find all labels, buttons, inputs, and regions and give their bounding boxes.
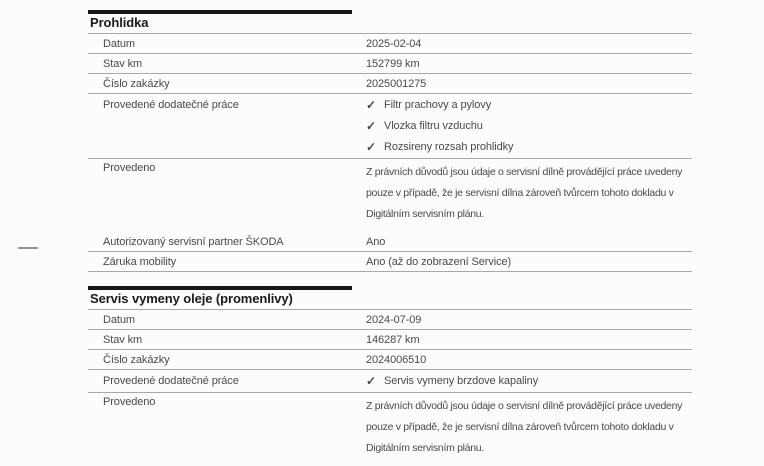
row-value: Ano (až do zobrazení Service) bbox=[366, 256, 512, 268]
row-label: Provedené dodatečné práce bbox=[103, 375, 239, 387]
section-title: Servis vymeny oleje (promenlivy) bbox=[88, 292, 692, 310]
row-value: 2024006510 bbox=[366, 354, 427, 366]
check-icon: ✓ bbox=[366, 119, 376, 133]
checklist-item bbox=[366, 375, 692, 387]
row-value bbox=[366, 162, 692, 225]
row-value: 2025001275 bbox=[366, 78, 427, 90]
row-value: Ano bbox=[366, 236, 386, 248]
section-top-bar bbox=[88, 10, 352, 14]
row-label: Provedeno bbox=[103, 396, 156, 408]
record-row bbox=[88, 252, 692, 272]
record-section bbox=[88, 286, 692, 466]
check-icon: ✓ bbox=[366, 374, 376, 388]
page-fold-mark bbox=[18, 247, 38, 249]
record-section bbox=[88, 10, 692, 272]
record-row bbox=[88, 159, 692, 228]
row-label: Datum bbox=[103, 38, 135, 50]
record-row bbox=[88, 74, 692, 94]
record-row bbox=[88, 310, 692, 330]
row-label: Číslo zakázky bbox=[103, 78, 170, 90]
record-row bbox=[88, 330, 692, 350]
checklist-item-label: Filtr prachovy a pylovy bbox=[383, 99, 492, 111]
row-label: Provedené dodatečné práce bbox=[103, 99, 239, 111]
record-row bbox=[88, 94, 692, 159]
row-label: Záruka mobility bbox=[103, 256, 177, 268]
checklist-item-label: Vlozka filtru vzduchu bbox=[383, 120, 483, 132]
checklist-item bbox=[366, 120, 692, 132]
row-label: Provedeno bbox=[103, 162, 156, 174]
checklist-item bbox=[366, 99, 692, 111]
row-value bbox=[366, 375, 692, 387]
paragraph-line: Digitálním servisním plánu. bbox=[366, 442, 484, 454]
row-value: 146287 km bbox=[366, 334, 420, 346]
section-title: Prohlidka bbox=[88, 16, 692, 34]
row-label: Stav km bbox=[103, 334, 143, 346]
checklist-item bbox=[366, 141, 692, 153]
row-value: 2024-07-09 bbox=[366, 314, 422, 326]
paragraph-line: Digitálním servisním plánu. bbox=[366, 208, 484, 220]
section-top-bar bbox=[88, 286, 352, 290]
row-label: Autorizovaný servisní partner ŠKODA bbox=[103, 236, 284, 248]
check-icon: ✓ bbox=[366, 140, 376, 154]
checklist-item-label: Servis vymeny brzdove kapaliny bbox=[383, 375, 539, 387]
row-label: Číslo zakázky bbox=[103, 354, 170, 366]
record-row bbox=[88, 34, 692, 54]
record-row bbox=[88, 393, 692, 462]
paragraph-line: Z právních důvodů jsou údaje o servisní dílně provádějící práce uvedeny bbox=[366, 400, 683, 412]
paragraph-line: pouze v případě, že je servisní dílna zároveň tvůrcem tohoto dokladu v bbox=[366, 187, 674, 199]
row-value bbox=[366, 396, 692, 459]
record-row bbox=[88, 54, 692, 74]
record-row bbox=[88, 232, 692, 252]
record-row bbox=[88, 350, 692, 370]
row-value bbox=[366, 99, 692, 153]
checklist-item-label: Rozsireny rozsah prohlidky bbox=[383, 141, 514, 153]
paragraph-line: pouze v případě, že je servisní dílna zároveň tvůrcem tohoto dokladu v bbox=[366, 421, 674, 433]
row-label: Stav km bbox=[103, 58, 143, 70]
record-row bbox=[88, 370, 692, 393]
paragraph-line: Z právních důvodů jsou údaje o servisní dílně provádějící práce uvedeny bbox=[366, 166, 683, 178]
row-value: 2025-02-04 bbox=[366, 38, 422, 50]
check-icon: ✓ bbox=[366, 98, 376, 112]
row-label: Datum bbox=[103, 314, 135, 326]
row-value: 152799 km bbox=[366, 58, 420, 70]
